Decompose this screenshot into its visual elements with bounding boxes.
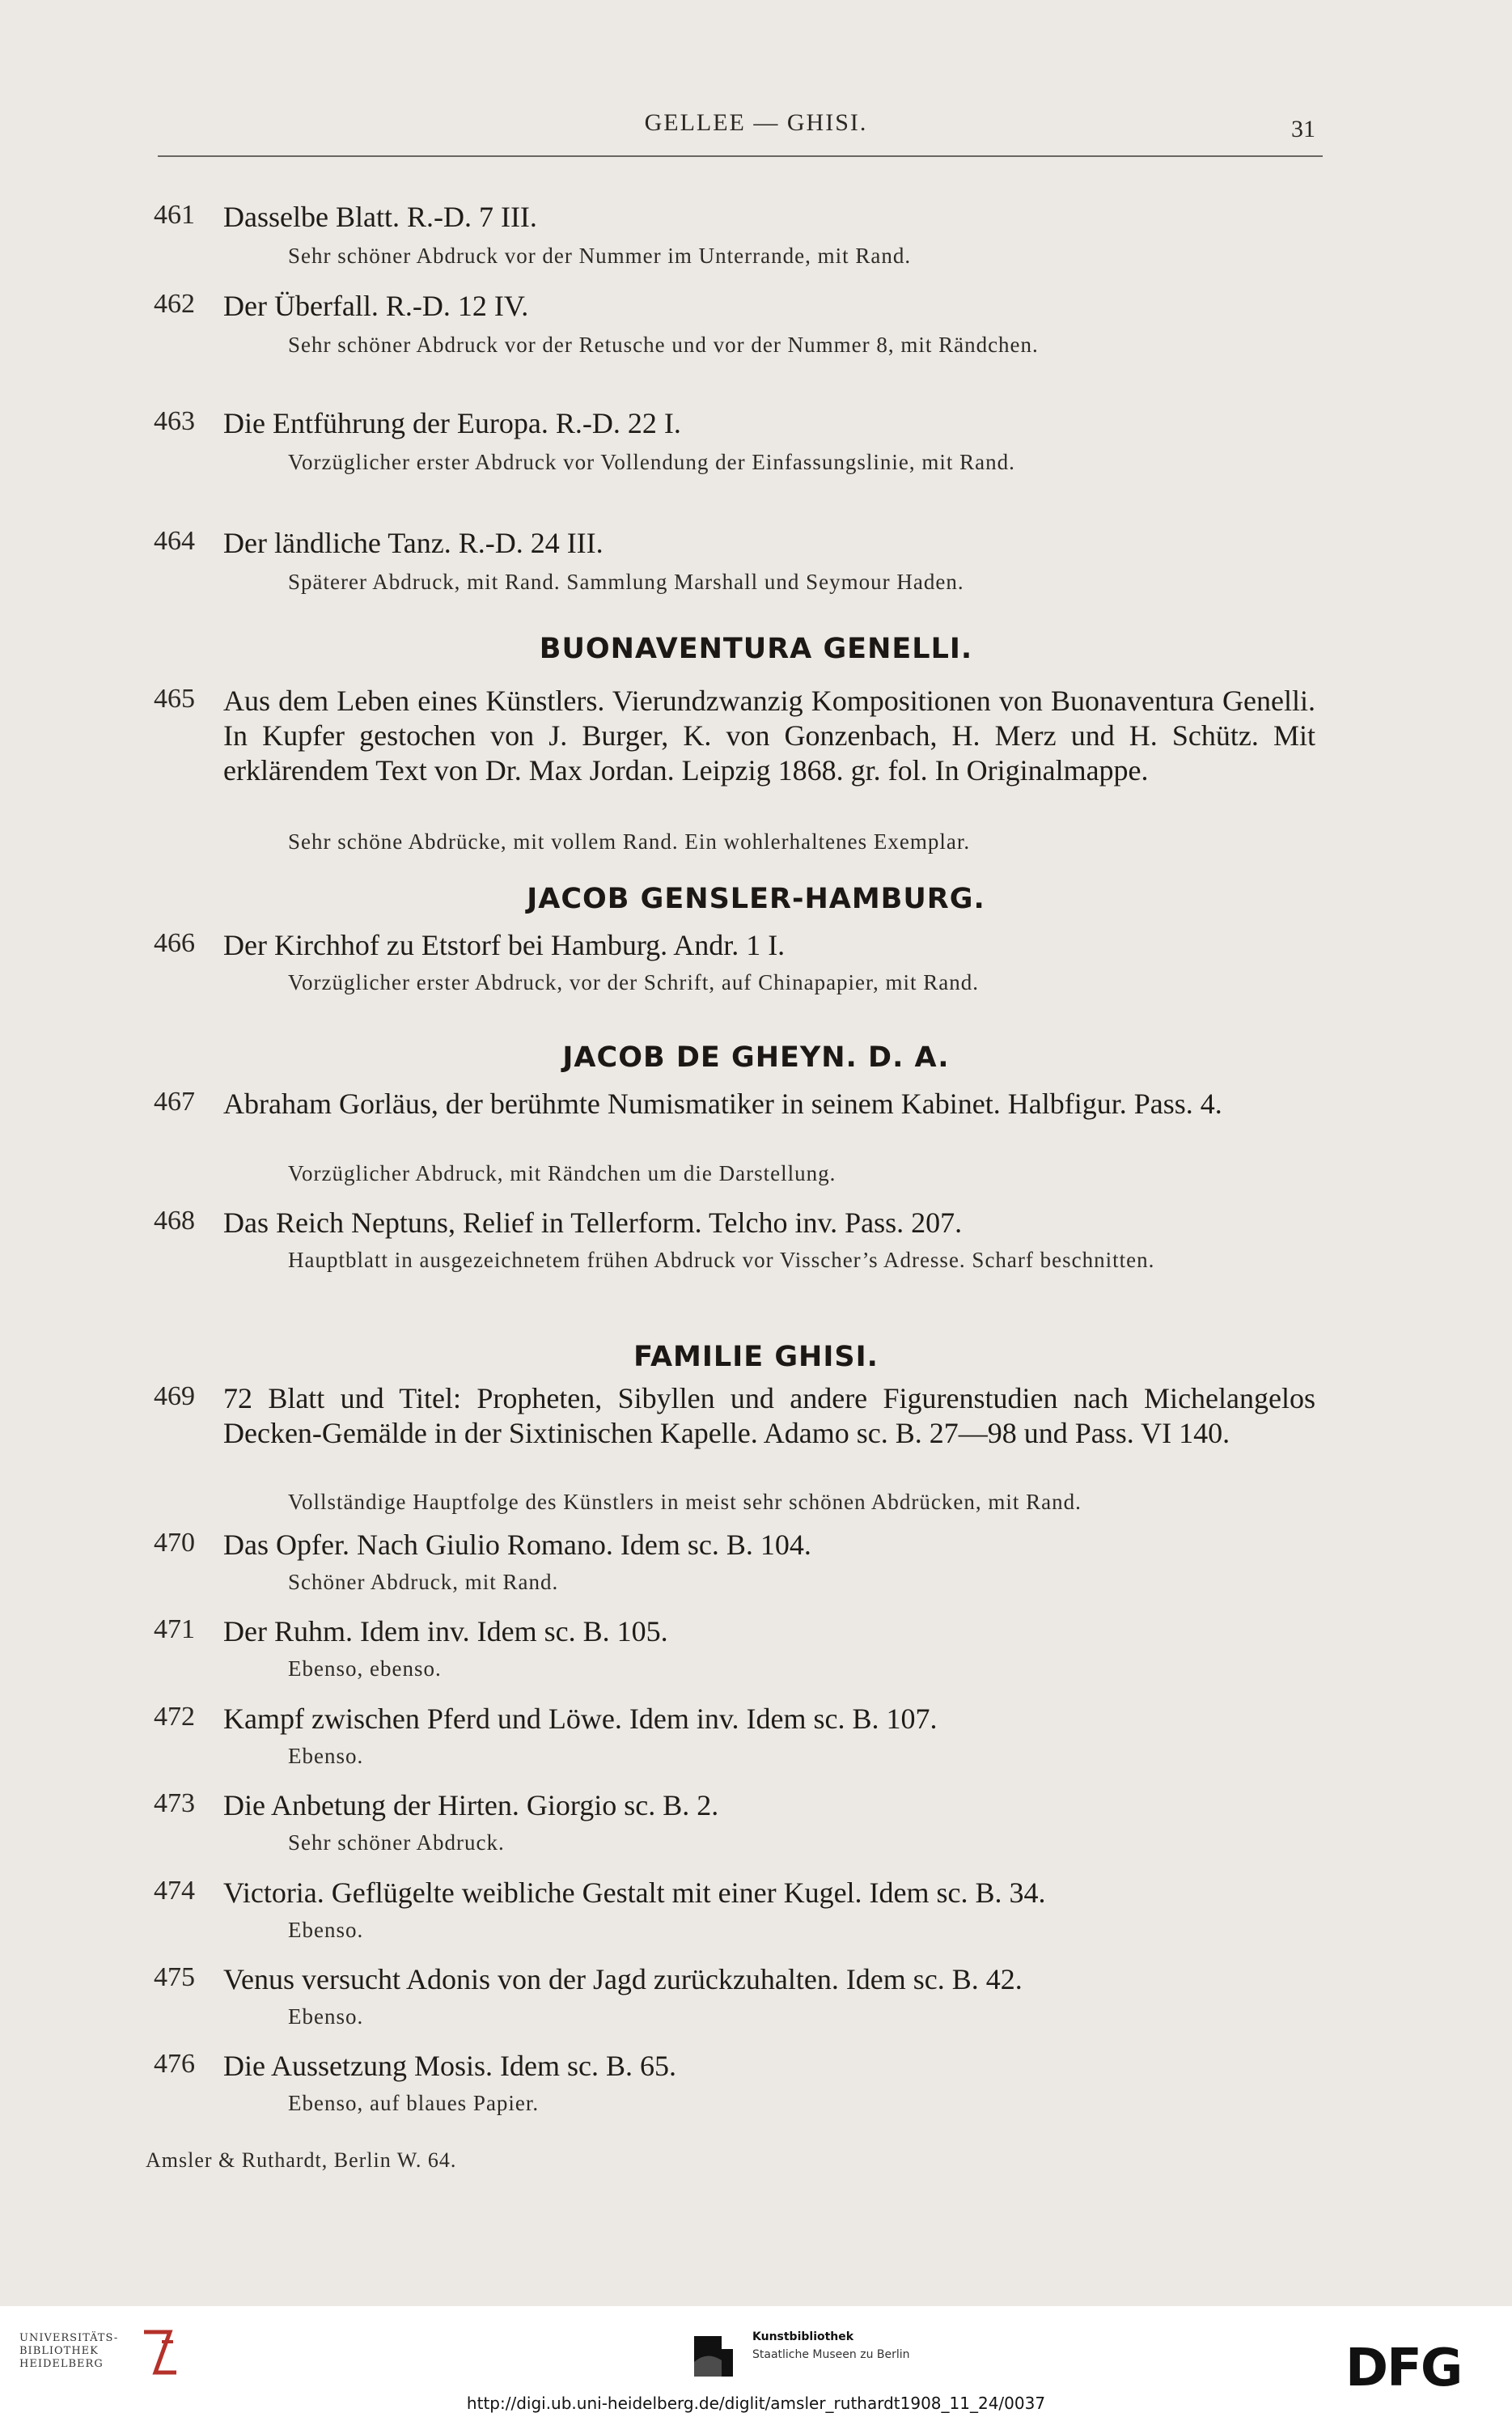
entry-description: Sehr schöner Abdruck vor der Nummer im Unterrande, mit Rand. [288, 244, 912, 268]
digitization-footer [0, 2306, 1512, 2417]
entry-title: Aus dem Leben eines Künstlers. Vierundzwanzig Kompositionen von Buonaventura Genelli. In Kupfer gestochen von J. Burger, K. von Gonzenbach, H. Merz und H. Schütz. Mit erklärendem Text von Dr. Max Jordan. Leipzig 1868. gr. fol. In Originalmappe. [223, 685, 1315, 787]
entry-description: Hauptblatt in ausgezeichnetem frühen Abdruck vor Visscher’s Adresse. Scharf beschnitten. [288, 1248, 1155, 1272]
entry-description: Ebenso. [288, 1744, 364, 1768]
entry-title: Die Entführung der Europa. R.-D. 22 I. [223, 407, 681, 439]
entry-number: 466 [154, 928, 195, 958]
entry-description: Sehr schöner Abdruck vor der Retusche und vor der Nummer 8, mit Rändchen. [288, 333, 1039, 357]
header-rule [158, 155, 1323, 157]
running-head: GELLEE — GHISI. [644, 109, 868, 136]
university-emblem-icon[interactable] [138, 2326, 183, 2379]
source-url-link[interactable]: http://digi.ub.uni-heidelberg.de/diglit/amsler_ruthardt1908_11_24/0037 [466, 2394, 1046, 2413]
entry-title: Abraham Gorläus, der berühmte Numismatiker in seinem Kabinet. Halbfigur. Pass. 4. [223, 1088, 1222, 1120]
entry-description: Vollständige Hauptfolge des Künstlers in meist sehr schönen Abdrücken, mit Rand. [288, 1490, 1082, 1514]
entry-number: 473 [154, 1788, 195, 1818]
entry-title: Die Aussetzung Mosis. Idem sc. B. 65. [223, 2050, 676, 2082]
entry-number: 474 [154, 1876, 195, 1906]
entry-description: Ebenso. [288, 2004, 364, 2029]
entry-title: Die Anbetung der Hirten. Giorgio sc. B. 2. [223, 1789, 719, 1821]
entry-number: 465 [154, 684, 195, 714]
section-heading: JACOB GENSLER-HAMBURG. [527, 883, 985, 915]
entry-number: 475 [154, 1962, 195, 1992]
entry-title: Das Opfer. Nach Giulio Romano. Idem sc. B. 104. [223, 1529, 811, 1561]
dfg-logo[interactable]: DFG [1345, 2339, 1462, 2398]
entry-title: Der Kirchhof zu Etstorf bei Hamburg. Andr. 1 I. [223, 929, 786, 961]
entry-description: Sehr schöne Abdrücke, mit vollem Rand. Ein wohlerhaltenes Exemplar. [288, 829, 971, 854]
entry-number: 469 [154, 1381, 195, 1411]
entry-description: Vorzüglicher Abdruck, mit Rändchen um die Darstellung. [288, 1161, 836, 1185]
entry-description: Ebenso, auf blaues Papier. [288, 2091, 540, 2115]
entry-description: Schöner Abdruck, mit Rand. [288, 1570, 559, 1594]
entry-number: 464 [154, 526, 195, 556]
section-heading: JACOB DE GHEYN. D. A. [562, 1041, 950, 1074]
entry-description: Ebenso. [288, 1918, 364, 1942]
entry-description: Ebenso, ebenso. [288, 1656, 442, 1681]
library-name[interactable] [19, 2332, 118, 2371]
entry-title: Victoria. Geflügelte weibliche Gestalt mit einer Kugel. Idem sc. B. 34. [223, 1876, 1046, 1909]
library-name-line: BIBLIOTHEK [19, 2345, 99, 2357]
entry-title: 72 Blatt und Titel: Propheten, Sibyllen und andere Figurenstudien nach Michelangelos Decken-Gemälde in der Sixtinischen Kapelle. Adamo sc. B. 27—98 und Pass. VI 140. [223, 1382, 1315, 1449]
entry-number: 471 [154, 1614, 195, 1644]
entry-title: Venus versucht Adonis von der Jagd zurückzuhalten. Idem sc. B. 42. [223, 1963, 1023, 1995]
library-name-line: UNIVERSITÄTS- [19, 2332, 119, 2344]
entry-title: Das Reich Neptuns, Relief in Tellerform. Telcho inv. Pass. 207. [223, 1206, 963, 1239]
entry-description: Vorzüglicher erster Abdruck, vor der Schrift, auf Chinapapier, mit Rand. [288, 970, 979, 994]
entry-number: 468 [154, 1206, 195, 1236]
printer-imprint: Amsler & Ruthardt, Berlin W. 64. [146, 2148, 457, 2172]
section-heading: BUONAVENTURA GENELLI. [539, 633, 973, 665]
entry-number: 461 [154, 200, 195, 230]
entry-number: 476 [154, 2049, 195, 2079]
kunstbibliothek-title: Kunstbibliothek [752, 2330, 854, 2343]
entry-description: Späterer Abdruck, mit Rand. Sammlung Marshall und Seymour Haden. [288, 570, 964, 594]
entry-title: Dasselbe Blatt. R.-D. 7 III. [223, 201, 537, 233]
section-heading: FAMILIE GHISI. [633, 1341, 879, 1373]
entry-title: Der ländliche Tanz. R.-D. 24 III. [223, 527, 604, 559]
kunstbibliothek-logo-icon[interactable] [689, 2333, 738, 2381]
entry-title: Kampf zwischen Pferd und Löwe. Idem inv. Idem sc. B. 107. [223, 1703, 938, 1735]
library-name-line: HEIDELBERG [19, 2358, 104, 2370]
entry-number: 467 [154, 1087, 195, 1117]
page-number: 31 [1291, 116, 1315, 142]
entry-number: 472 [154, 1702, 195, 1732]
entry-number: 463 [154, 406, 195, 436]
entry-description: Vorzüglicher erster Abdruck vor Vollendung der Einfassungslinie, mit Rand. [288, 450, 1015, 474]
entry-title: Der Überfall. R.-D. 12 IV. [223, 290, 529, 322]
entry-title: Der Ruhm. Idem inv. Idem sc. B. 105. [223, 1615, 668, 1647]
entry-number: 470 [154, 1528, 195, 1558]
entry-number: 462 [154, 289, 195, 319]
kunstbibliothek-subtitle: Staatliche Museen zu Berlin [752, 2348, 910, 2361]
entry-description: Sehr schöner Abdruck. [288, 1830, 505, 1855]
